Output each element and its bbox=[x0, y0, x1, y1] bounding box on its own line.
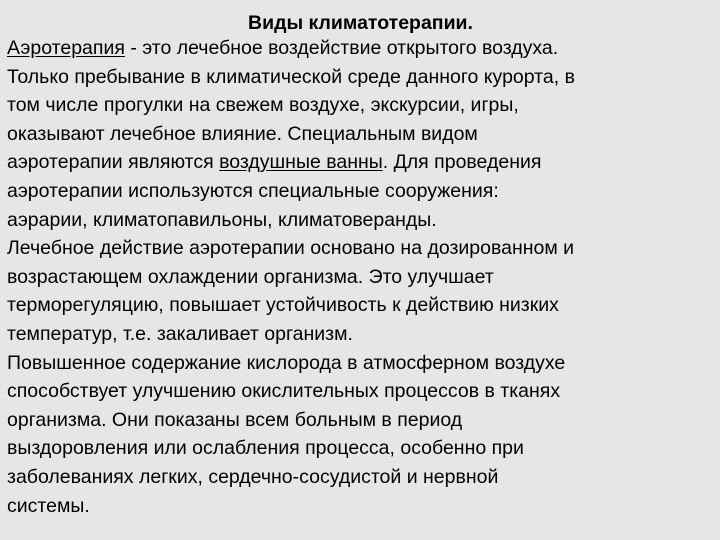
text-segment: - это лечебное воздействие открытого воздуха. bbox=[124, 37, 559, 59]
text-line bbox=[7, 349, 714, 378]
text-line bbox=[7, 492, 714, 521]
text-segment: Только пребывание в климатической среде данного курорта, в bbox=[7, 65, 575, 88]
underlined-term: Аэротерапия bbox=[7, 37, 125, 59]
text-line bbox=[7, 434, 714, 463]
text-line bbox=[7, 377, 714, 406]
text-segment: аэротерапии используются специальные сооружения: bbox=[7, 179, 499, 202]
text-line bbox=[7, 120, 714, 149]
underlined-term: воздушные ванны bbox=[219, 151, 383, 174]
text-segment: аэрарии, климатопавильоны, климатоверанды. bbox=[7, 208, 437, 231]
text-segment: организма. Они показаны всем больным в период bbox=[7, 408, 463, 431]
text-line bbox=[7, 291, 714, 320]
text-line bbox=[7, 206, 714, 235]
text-segment: Лечебное действие аэротерапии основано на дозированном и bbox=[7, 237, 575, 260]
text-segment: терморегуляцию, повышает устойчивость к действию низких bbox=[7, 294, 559, 317]
text-segment: выздоровления или ослабления процесса, особенно при bbox=[7, 437, 524, 460]
text-line bbox=[7, 91, 714, 120]
text-line bbox=[7, 177, 714, 206]
text-line bbox=[7, 406, 714, 435]
text-segment: способствует улучшению окислительных процессов в тканях bbox=[7, 380, 561, 403]
text-segment: . Для проведения bbox=[382, 151, 542, 174]
text-line bbox=[7, 263, 714, 292]
text-segment: системы. bbox=[7, 494, 90, 517]
slide-title: Виды климатотерапии. bbox=[248, 12, 473, 34]
text-segment: температур, т.е. закаливает организм. bbox=[7, 322, 353, 345]
body-text bbox=[7, 34, 714, 520]
text-line bbox=[7, 320, 714, 349]
text-segment: аэротерапии являются bbox=[7, 151, 220, 174]
text-segment: возрастающем охлаждении организма. Это улучшает bbox=[7, 265, 494, 288]
text-segment: Повышенное содержание кислорода в атмосферном воздухе bbox=[7, 351, 566, 374]
text-line bbox=[7, 34, 714, 63]
text-line bbox=[7, 463, 714, 492]
text-segment: оказывают лечебное влияние. Специальным видом bbox=[7, 122, 478, 145]
text-segment: том числе прогулки на свежем воздухе, экскурсии, игры, bbox=[7, 94, 519, 117]
text-line bbox=[7, 63, 714, 92]
text-line bbox=[7, 148, 714, 177]
text-segment: заболеваниях легких, сердечно-сосудистой и нервной bbox=[7, 465, 499, 488]
text-line bbox=[7, 234, 714, 263]
